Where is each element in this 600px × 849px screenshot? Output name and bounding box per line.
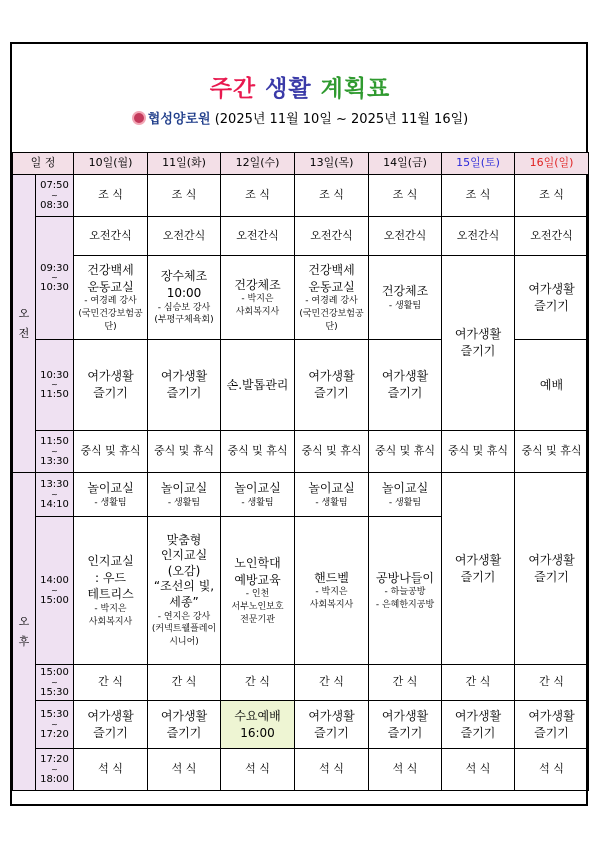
schedule-cell: 간 식 bbox=[74, 665, 148, 701]
schedule-cell: 맞춤형 인지교실 (오감) “조선의 빛, 세종” - 연지은 강사 (커넥트웰플레이 시니어) bbox=[148, 517, 221, 665]
schedule-cell: 중식 및 휴식 bbox=[442, 431, 515, 473]
day-header: 13일(목) bbox=[295, 153, 369, 175]
org-logo-icon bbox=[132, 111, 146, 125]
schedule-cell-highlight: 수요예배 16:00 bbox=[221, 701, 295, 749]
time-cell: 15:00 ~ 15:30 bbox=[36, 665, 74, 701]
time-cell: 10:30 ~ 11:50 bbox=[36, 340, 74, 431]
schedule-cell: 여가생활 즐기기 bbox=[442, 256, 515, 431]
table-row bbox=[13, 701, 589, 749]
schedule-cell: 석 식 bbox=[515, 749, 589, 791]
schedule-cell: 건강백세 운동교실 - 여경례 강사 (국민건강보험공단) bbox=[295, 256, 369, 340]
schedule-cell: 조 식 bbox=[369, 175, 442, 217]
schedule-cell: 놀이교실 - 생활팀 bbox=[221, 473, 295, 517]
schedule-cell: 놀이교실 - 생활팀 bbox=[74, 473, 148, 517]
schedule-cell: 조 식 bbox=[74, 175, 148, 217]
schedule-cell: 석 식 bbox=[295, 749, 369, 791]
schedule-cell: 손.발톱관리 bbox=[221, 340, 295, 431]
schedule-cell: 여가생활 즐기기 bbox=[515, 701, 589, 749]
day-header: 14일(금) bbox=[369, 153, 442, 175]
day-header: 11일(화) bbox=[148, 153, 221, 175]
schedule-cell: 여가생활 즐기기 bbox=[148, 340, 221, 431]
schedule-cell: 놀이교실 - 생활팀 bbox=[148, 473, 221, 517]
day-header-saturday: 15일(토) bbox=[442, 153, 515, 175]
time-cell: 17:20 ~ 18:00 bbox=[36, 749, 74, 791]
table-row bbox=[13, 431, 589, 473]
time-cell: 11:50 ~ 13:30 bbox=[36, 431, 74, 473]
schedule-cell: 공방나들이 - 하늘공방 - 은혜한지공방 bbox=[369, 517, 442, 665]
schedule-cell: 간 식 bbox=[515, 665, 589, 701]
schedule-cell: 석 식 bbox=[74, 749, 148, 791]
schedule-cell: 석 식 bbox=[369, 749, 442, 791]
period-am: 오전 bbox=[13, 175, 36, 473]
schedule-cell: 간 식 bbox=[148, 665, 221, 701]
day-header: 10일(월) bbox=[74, 153, 148, 175]
time-cell: 15:30 ~ 17:20 bbox=[36, 701, 74, 749]
time-cell: 07:50 ~ 08:30 bbox=[36, 175, 74, 217]
day-header-sunday: 16일(일) bbox=[515, 153, 589, 175]
schedule-cell: 오전간식 bbox=[148, 217, 221, 256]
time-cell: 14:00 ~ 15:00 bbox=[36, 517, 74, 665]
schedule-cell: 노인학대 예방교육 - 인천 서부노인보호 전문기관 bbox=[221, 517, 295, 665]
table-row bbox=[13, 175, 589, 217]
schedule-cell: 조 식 bbox=[515, 175, 589, 217]
schedule-cell: 여가생활 즐기기 bbox=[148, 701, 221, 749]
table-row bbox=[13, 749, 589, 791]
schedule-cell: 오전간식 bbox=[369, 217, 442, 256]
schedule-cell: 석 식 bbox=[221, 749, 295, 791]
page-title: 주간 생활 계획표 bbox=[209, 76, 391, 102]
schedule-cell: 여가생활 즐기기 bbox=[74, 701, 148, 749]
schedule-cell: 여가생활 즐기기 bbox=[74, 340, 148, 431]
date-range: (2025년 11월 10일 ~ 2025년 11월 16일) bbox=[214, 112, 469, 127]
schedule-cell: 건강체조 - 박지은 사회복지사 bbox=[221, 256, 295, 340]
table-row bbox=[13, 256, 589, 340]
schedule-cell: 인지교실 : 우드 테트리스 - 박지은 사회복지사 bbox=[74, 517, 148, 665]
schedule-cell: 건강체조 - 생활팀 bbox=[369, 256, 442, 340]
schedule-cell: 놀이교실 - 생활팀 bbox=[295, 473, 369, 517]
subtitle bbox=[0, 108, 600, 127]
schedule-cell: 건강백세 운동교실 - 여경례 강사 (국민건강보험공단) bbox=[74, 256, 148, 340]
schedule-cell: 여가생활 즐기기 bbox=[369, 340, 442, 431]
schedule-cell: 조 식 bbox=[148, 175, 221, 217]
table-row bbox=[13, 217, 589, 256]
time-cell: 09:30 ~ 10:30 bbox=[36, 217, 74, 340]
schedule-cell: 핸드벨 - 박지은 사회복지사 bbox=[295, 517, 369, 665]
schedule-cell: 간 식 bbox=[442, 665, 515, 701]
schedule-cell: 석 식 bbox=[442, 749, 515, 791]
schedule-cell: 여가생활 즐기기 bbox=[515, 473, 589, 665]
schedule-cell: 중식 및 휴식 bbox=[74, 431, 148, 473]
schedule-cell: 중식 및 휴식 bbox=[148, 431, 221, 473]
schedule-cell: 조 식 bbox=[221, 175, 295, 217]
schedule-cell: 장수체조 10:00 - 심승보 강사 (부평구체육회) bbox=[148, 256, 221, 340]
schedule-header: 일 정 bbox=[13, 153, 74, 175]
schedule-cell: 중식 및 휴식 bbox=[295, 431, 369, 473]
schedule-cell: 오전간식 bbox=[442, 217, 515, 256]
schedule-cell: 여가생활 즐기기 bbox=[369, 701, 442, 749]
weekly-schedule-table bbox=[12, 152, 589, 791]
schedule-cell: 간 식 bbox=[369, 665, 442, 701]
schedule-cell: 예배 bbox=[515, 340, 589, 431]
period-pm: 오후 bbox=[13, 473, 36, 791]
schedule-cell: 여가생활 즐기기 bbox=[442, 473, 515, 665]
schedule-cell: 간 식 bbox=[221, 665, 295, 701]
schedule-cell: 조 식 bbox=[295, 175, 369, 217]
schedule-cell: 중식 및 휴식 bbox=[369, 431, 442, 473]
schedule-cell: 조 식 bbox=[442, 175, 515, 217]
day-header: 12일(수) bbox=[221, 153, 295, 175]
schedule-cell: 중식 및 휴식 bbox=[515, 431, 589, 473]
time-cell: 13:30 ~ 14:10 bbox=[36, 473, 74, 517]
schedule-cell: 석 식 bbox=[148, 749, 221, 791]
schedule-cell: 중식 및 휴식 bbox=[221, 431, 295, 473]
schedule-cell: 여가생활 즐기기 bbox=[515, 256, 589, 340]
header-row bbox=[13, 153, 589, 175]
table-row bbox=[13, 473, 589, 517]
schedule-cell: 놀이교실 - 생활팀 bbox=[369, 473, 442, 517]
schedule-cell: 여가생활 즐기기 bbox=[295, 340, 369, 431]
schedule-cell: 간 식 bbox=[295, 665, 369, 701]
schedule-cell: 오전간식 bbox=[221, 217, 295, 256]
schedule-cell: 오전간식 bbox=[515, 217, 589, 256]
schedule-cell: 오전간식 bbox=[74, 217, 148, 256]
table-row bbox=[13, 665, 589, 701]
schedule-cell: 여가생활 즐기기 bbox=[442, 701, 515, 749]
org-name: 협성양로원 bbox=[147, 112, 211, 127]
schedule-cell: 오전간식 bbox=[295, 217, 369, 256]
schedule-cell: 여가생활 즐기기 bbox=[295, 701, 369, 749]
